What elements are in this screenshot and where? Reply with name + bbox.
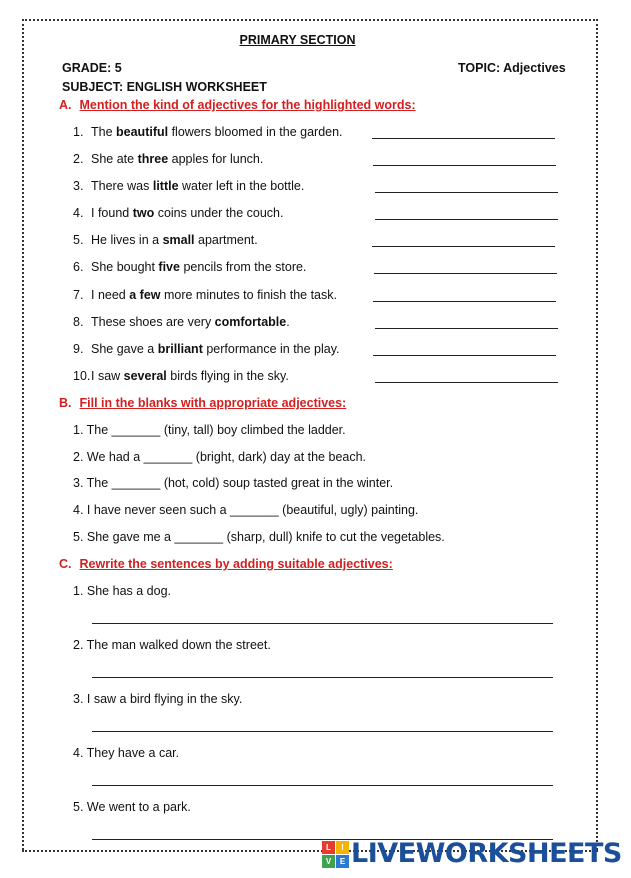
section-a-item xyxy=(73,179,304,193)
section-a-item xyxy=(73,369,289,383)
item-text-post: birds flying in the sky. xyxy=(166,369,289,383)
item-text-post: apples for lunch. xyxy=(168,152,264,166)
item-number: 3. xyxy=(73,179,84,193)
section-c-heading xyxy=(59,557,393,571)
section-b-item: 2. We had a _______ (bright, dark) day at the beach. xyxy=(73,450,367,464)
item-text-pre: She gave a xyxy=(91,342,158,356)
section-c-letter: C. xyxy=(59,557,72,571)
liveworksheets-mark-icon xyxy=(322,841,349,868)
highlighted-adjective: small xyxy=(162,233,195,247)
section-a-item xyxy=(73,206,283,220)
item-text-post: pencils from the store. xyxy=(179,260,307,274)
logo-mark-letter: E xyxy=(336,855,349,868)
item-text-pre: I saw xyxy=(91,369,124,383)
item-text-pre: She ate xyxy=(91,152,138,166)
highlighted-adjective: brilliant xyxy=(157,342,203,356)
answer-line[interactable] xyxy=(375,382,558,383)
item-text-pre: These shoes are very xyxy=(91,315,215,329)
answer-line[interactable] xyxy=(375,328,558,329)
answer-line[interactable] xyxy=(373,165,556,166)
section-a-item xyxy=(73,152,263,166)
logo-mark-letter: L xyxy=(322,841,335,854)
highlighted-adjective: little xyxy=(152,179,179,193)
section-c-item: 5. We went to a park. xyxy=(73,800,191,814)
item-text-post: apartment. xyxy=(194,233,258,247)
subject-label: SUBJECT: ENGLISH WORKSHEET xyxy=(62,80,267,94)
answer-line[interactable] xyxy=(92,731,553,732)
highlighted-adjective: comfortable xyxy=(214,315,287,329)
logo-text: LIVEWORKSHEETS xyxy=(351,838,622,869)
section-b-heading xyxy=(59,396,346,410)
item-text-pre: There was xyxy=(91,179,153,193)
item-text-post: more minutes to finish the task. xyxy=(160,288,337,302)
section-a-title: Mention the kind of adjectives for the highlighted words: xyxy=(79,98,416,112)
dotted-border-top xyxy=(22,19,598,21)
item-text-pre: I found xyxy=(91,206,133,220)
highlighted-adjective: beautiful xyxy=(116,125,169,139)
section-b-item: 4. I have never seen such a _______ (beautiful, ugly) painting. xyxy=(73,503,419,517)
section-b-title: Fill in the blanks with appropriate adjectives: xyxy=(79,396,347,410)
item-number: 7. xyxy=(73,288,84,302)
highlighted-adjective: five xyxy=(158,260,180,274)
item-number: 10. xyxy=(73,369,91,383)
answer-line[interactable] xyxy=(92,623,553,624)
item-text-pre: The xyxy=(91,125,117,139)
topic-label: TOPIC: Adjectives xyxy=(458,61,566,75)
section-a-heading xyxy=(59,98,416,112)
section-b-item: 1. The _______ (tiny, tall) boy climbed the ladder. xyxy=(73,423,346,437)
answer-line[interactable] xyxy=(372,138,555,139)
item-number: 9. xyxy=(73,342,84,356)
grade-label: GRADE: 5 xyxy=(62,61,122,75)
dotted-border-right xyxy=(596,19,598,850)
answer-line[interactable] xyxy=(373,301,556,302)
highlighted-adjective: several xyxy=(123,369,167,383)
item-text-pre: I need xyxy=(91,288,130,302)
answer-line[interactable] xyxy=(375,192,558,193)
item-text-post: performance in the play. xyxy=(202,342,340,356)
highlighted-adjective: three xyxy=(137,152,169,166)
section-a-item xyxy=(73,125,343,139)
item-number: 4. xyxy=(73,206,84,220)
section-c-item: 2. The man walked down the street. xyxy=(73,638,271,652)
section-b-item: 3. The _______ (hot, cold) soup tasted great in the winter. xyxy=(73,476,394,490)
section-a-item xyxy=(73,342,340,356)
logo-mark-letter: V xyxy=(322,855,335,868)
highlighted-adjective: two xyxy=(132,206,155,220)
section-a-item xyxy=(73,260,306,274)
answer-line[interactable] xyxy=(373,355,556,356)
section-a-item xyxy=(73,233,258,247)
section-a-item xyxy=(73,288,337,302)
item-number: 2. xyxy=(73,152,84,166)
section-b-item: 5. She gave me a _______ (sharp, dull) knife to cut the vegetables. xyxy=(73,530,445,544)
item-text-post: flowers bloomed in the garden. xyxy=(168,125,343,139)
highlighted-adjective: a few xyxy=(129,288,161,302)
section-a-item xyxy=(73,315,290,329)
logo-mark-letter: I xyxy=(336,841,349,854)
section-c-title: Rewrite the sentences by adding suitable adjectives: xyxy=(79,557,393,571)
section-a-letter: A. xyxy=(59,98,72,112)
item-text-pre: He lives in a xyxy=(91,233,163,247)
dotted-border-left xyxy=(22,19,24,850)
answer-line[interactable] xyxy=(92,785,553,786)
answer-line[interactable] xyxy=(374,273,557,274)
item-number: 8. xyxy=(73,315,84,329)
item-number: 6. xyxy=(73,260,84,274)
item-number: 1. xyxy=(73,125,84,139)
page-title: PRIMARY SECTION xyxy=(239,33,356,47)
section-b-letter: B. xyxy=(59,396,72,410)
answer-line[interactable] xyxy=(92,677,553,678)
item-text-post: . xyxy=(286,315,290,329)
section-c-item: 4. They have a car. xyxy=(73,746,180,760)
section-c-item: 3. I saw a bird flying in the sky. xyxy=(73,692,243,706)
item-number: 5. xyxy=(73,233,84,247)
section-c-item: 1. She has a dog. xyxy=(73,584,171,598)
liveworksheets-logo xyxy=(322,838,620,870)
answer-line[interactable] xyxy=(375,219,558,220)
item-text-post: coins under the couch. xyxy=(154,206,284,220)
answer-line[interactable] xyxy=(372,246,555,247)
item-text-pre: She bought xyxy=(91,260,159,274)
item-text-post: water left in the bottle. xyxy=(178,179,305,193)
